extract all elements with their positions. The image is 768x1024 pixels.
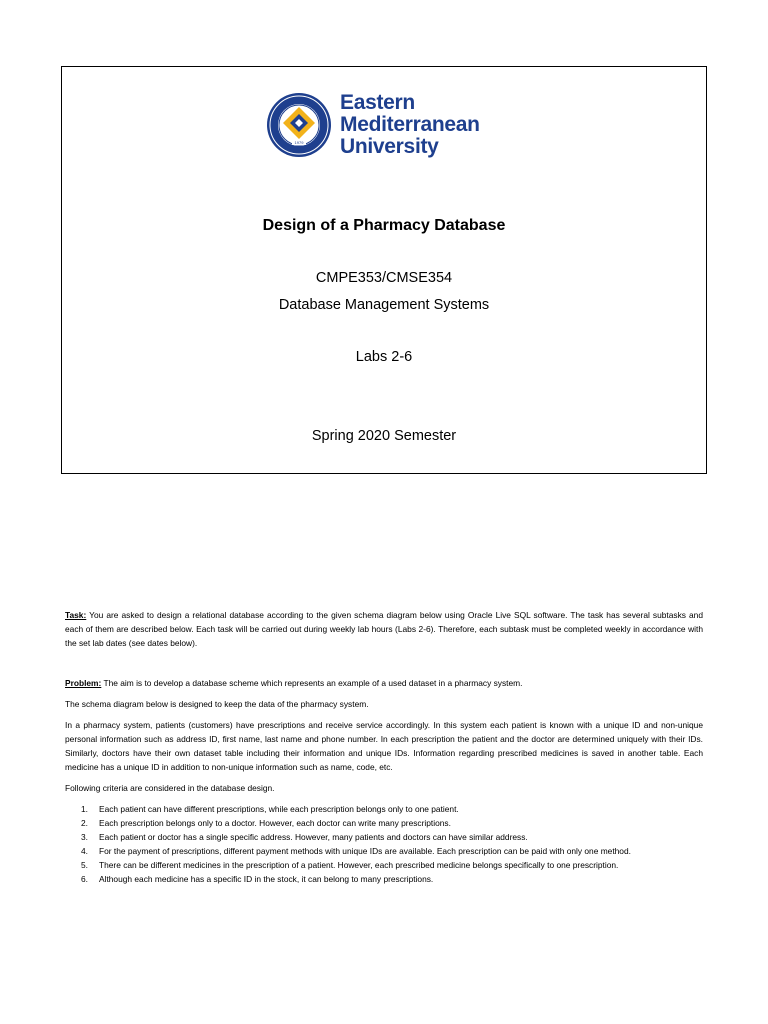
criteria-text: There can be different medicines in the prescription of a patient. However, each prescribed medicine belongs specifically to one prescription. bbox=[99, 860, 619, 870]
criteria-number: 1. bbox=[81, 804, 88, 814]
criteria-number: 3. bbox=[81, 832, 88, 842]
university-name-line1: Eastern bbox=[340, 91, 415, 114]
criteria-number: 5. bbox=[81, 860, 88, 870]
problem-label: Problem: bbox=[65, 678, 102, 688]
criteria-text: Each patient or doctor has a single specific address. However, many patients and doctors can have similar address. bbox=[99, 832, 528, 842]
seal-year: 1979 bbox=[294, 140, 304, 145]
lab-range: Labs 2-6 bbox=[355, 349, 413, 365]
criteria-number: 6. bbox=[81, 874, 88, 884]
criteria-number: 4. bbox=[81, 846, 88, 856]
university-name-line3: University bbox=[340, 135, 439, 158]
task-paragraph bbox=[65, 608, 703, 650]
criteria-item bbox=[65, 830, 703, 844]
document-title: Design of a Pharmacy Database bbox=[262, 217, 506, 234]
criteria-item bbox=[65, 844, 703, 858]
university-name-line2: Mediterranean bbox=[340, 113, 480, 136]
course-name: Database Management Systems bbox=[278, 297, 490, 313]
criteria-intro: Following criteria are considered in the database design. bbox=[65, 783, 275, 793]
problem-paragraph bbox=[65, 676, 703, 690]
university-logo bbox=[266, 92, 516, 162]
criteria-number: 2. bbox=[81, 818, 88, 828]
criteria-text: For the payment of prescriptions, different payment methods with unique IDs are available. Each prescription can be paid with only one method. bbox=[99, 846, 631, 856]
semester: Spring 2020 Semester bbox=[311, 428, 457, 444]
criteria-item bbox=[65, 872, 703, 886]
schema-intro: The schema diagram below is designed to keep the data of the pharmacy system. bbox=[65, 699, 369, 709]
criteria-item bbox=[65, 816, 703, 830]
university-seal-icon bbox=[266, 92, 332, 158]
criteria-text: Although each medicine has a specific ID in the stock, it can belong to many prescriptions. bbox=[99, 874, 434, 884]
problem-text: The aim is to develop a database scheme which represents an example of a used dataset in a pharmacy system. bbox=[101, 678, 523, 688]
criteria-text: Each prescription belongs only to a doctor. However, each doctor can write many prescriptions. bbox=[99, 818, 451, 828]
task-text: You are asked to design a relational database according to the given schema diagram below using Oracle Live SQL software. The task has several subtasks and each of them are described below. Each task will be carried out during weekly lab hours (Labs 2-6). Therefore, each subtask must be completed weekly in accordance with the set lab dates (see dates below). bbox=[65, 610, 703, 648]
system-description: In a pharmacy system, patients (customers) have prescriptions and receive service accordingly. In this system each patient is known with a unique ID and non-unique personal information such as address ID, first name, last name and phone number. In each prescription the patient and the doctor are determined uniquely with their IDs. Similarly, doctors have their own dataset table including their information and unique IDs. Information regarding prescribed medicines is saved in another table. Each medicine has a unique ID in addition to non-unique information such as name, code, etc. bbox=[65, 720, 703, 772]
course-code: CMPE353/CMSE354 bbox=[315, 270, 453, 286]
criteria-text: Each patient can have different prescriptions, while each prescription belongs only to one patient. bbox=[99, 804, 459, 814]
university-name bbox=[340, 92, 480, 158]
criteria-item bbox=[65, 802, 703, 816]
criteria-item bbox=[65, 858, 703, 872]
criteria-list bbox=[65, 802, 703, 886]
task-label: Task: bbox=[65, 610, 87, 620]
assignment-body bbox=[65, 608, 703, 886]
